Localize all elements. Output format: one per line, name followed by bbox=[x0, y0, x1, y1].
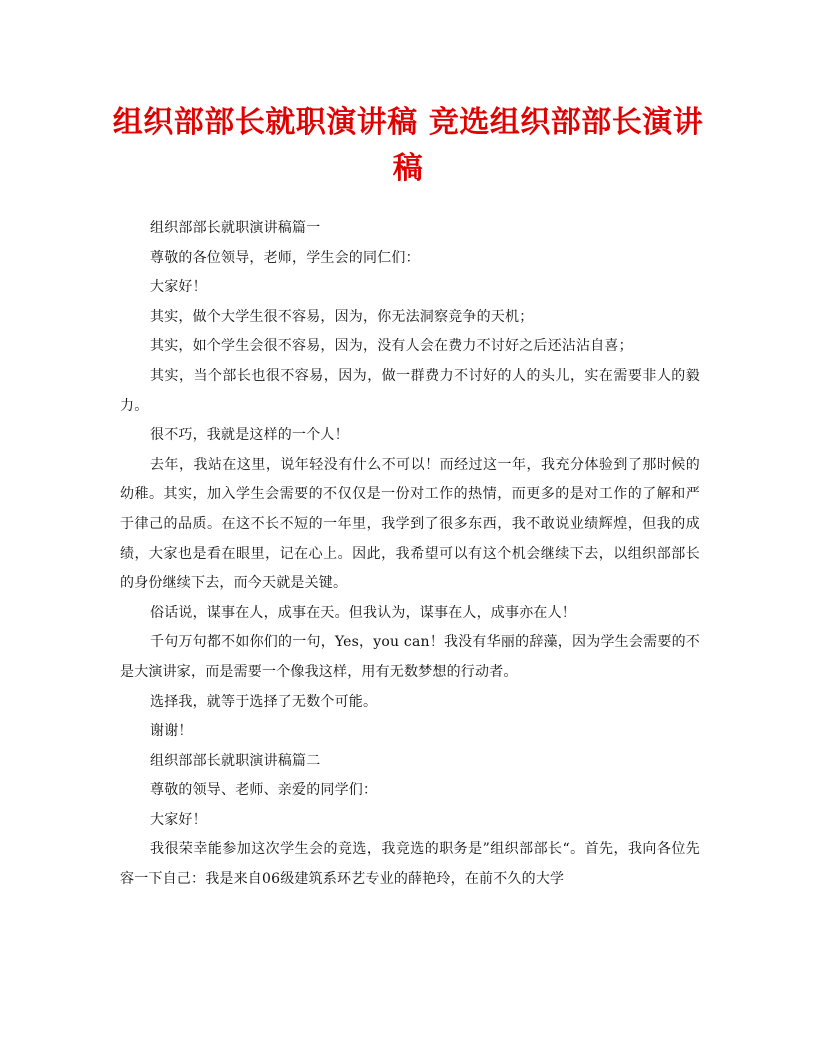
paragraph-6: 其实，当个部长也很不容易，因为，做一群费力不讨好的人的头儿，实在需要非人的毅力。 bbox=[120, 367, 700, 414]
paragraph-7: 很不巧，我就是这样的一个人！ bbox=[150, 427, 349, 444]
paragraph-10: 千句万句都不如你们的一句，Yes，you can！我没有华丽的辞藻，因为学生会需要的不是大演讲家，而是需要一个像我这样，用有无数梦想的行动者。 bbox=[120, 634, 700, 680]
paragraph-12: 谢谢！ bbox=[150, 723, 193, 740]
paragraph-2: 尊敬的各位领导，老师，学生会的同仁们： bbox=[150, 249, 420, 266]
paragraph-15: 大家好！ bbox=[150, 811, 207, 828]
paragraph-16: 我很荣幸能参加这次学生会的竞选，我竞选的职务是”组织部部长“。首先，我向各位先容一下自己：我是来自06级建筑系环艺专业的薛艳玲，在前不久的大学 bbox=[120, 841, 700, 888]
paragraph-8: 去年，我站在这里，说年轻没有什么不可以！而经过这一年，我充分体验到了那时候的幼稚。其实，加入学生会需要的不仅仅是一份对工作的热情，而更多的是对工作的了解和严于律己的品质。在这不长不短的一年里，我学到了很多东西，我不敢说业绩辉煌，但我的成绩，大家也是看在眼里，记在心上。因此，我希望可以有这个机会继续下去，以组织部部长的身份继续下去，而今天就是关键。 bbox=[120, 456, 700, 592]
paragraph-5: 其实，如个学生会很不容易，因为，没有人会在费力不讨好之后还沾沾自喜； bbox=[150, 338, 633, 355]
paragraph-13: 组织部部长就职演讲稿篇二 bbox=[150, 752, 321, 769]
document-title: 组织部部长就职演讲稿 竞选组织部部长演讲稿 bbox=[112, 105, 704, 186]
paragraph-4: 其实，做个大学生很不容易，因为，你无法洞察竞争的天机； bbox=[150, 308, 534, 325]
paragraph-14: 尊敬的领导、老师、亲爱的同学们： bbox=[150, 782, 378, 799]
paragraph-1: 组织部部长就职演讲稿篇一 bbox=[150, 220, 321, 236]
document-body bbox=[120, 214, 700, 895]
paragraph-11: 选择我，就等于选择了无数个可能。 bbox=[150, 693, 378, 710]
paragraph-3: 大家好！ bbox=[150, 279, 207, 296]
paragraph-9: 俗话说，谋事在人，成事在天。但我认为，谋事在人，成事亦在人！ bbox=[150, 604, 576, 621]
